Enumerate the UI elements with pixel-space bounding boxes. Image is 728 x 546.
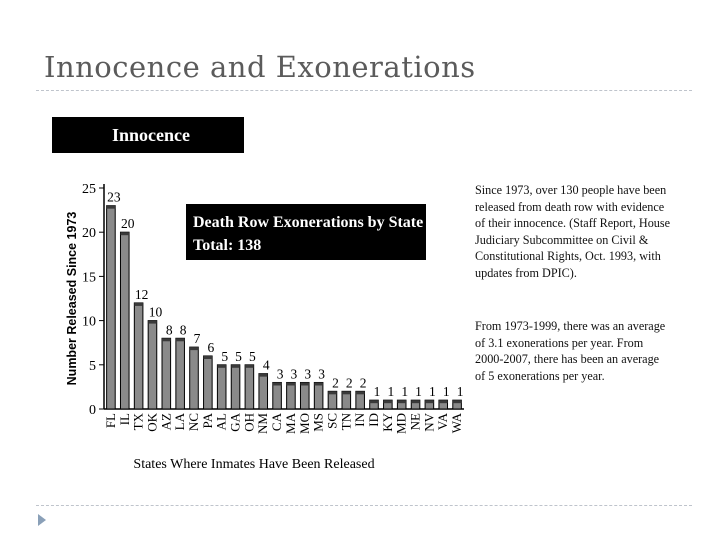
x-tick-label: AL [213, 413, 229, 431]
bullet-arrow-icon [38, 514, 46, 526]
x-tick-label: PA [199, 413, 215, 429]
bar-TX [134, 303, 143, 409]
bar-value-label: 2 [345, 375, 353, 391]
bar-value-label: 7 [193, 331, 201, 347]
y-tick-label: 0 [89, 403, 96, 418]
bar-OH [245, 365, 254, 409]
footer-divider [36, 505, 692, 506]
bar-top [342, 391, 351, 394]
bar-MA [287, 382, 296, 409]
bar-CA [273, 382, 282, 409]
bar-OK [148, 321, 157, 409]
bar-top [425, 400, 434, 403]
x-tick-label: OK [144, 413, 160, 432]
bar-value-label: 5 [221, 348, 229, 364]
x-tick-label: GA [227, 413, 243, 432]
bar-top [107, 206, 116, 209]
y-tick-label: 20 [82, 226, 96, 242]
x-tick-label: ID [366, 413, 381, 427]
bar-top [245, 365, 254, 368]
bar-GA [231, 365, 240, 409]
bar-NM [259, 374, 268, 409]
bar-AL [217, 365, 226, 409]
bar-MO [300, 382, 309, 409]
bar-top [148, 321, 157, 324]
x-tick-label: LA [172, 413, 188, 431]
x-tick-label: NM [255, 413, 271, 434]
x-tick-label: CA [269, 413, 285, 432]
bar-value-label: 4 [262, 357, 270, 373]
x-tick-label: AZ [158, 413, 174, 431]
bar-value-label: 6 [207, 339, 215, 355]
bar-top [231, 365, 240, 368]
bar-value-label: 1 [387, 384, 395, 400]
x-tick-label: TN [338, 413, 354, 431]
bar-value-label: 1 [401, 384, 409, 400]
bar-value-label: 1 [429, 384, 436, 400]
bar-value-label: 3 [276, 366, 284, 382]
bar-top [176, 338, 185, 341]
note-paragraph-1: Since 1973, over 130 people have been released from death row with evidence of their innocence. (Staff Report, House Judiciary Subcommittee on Civil & Constitutional Rights, Oct. 1993, with updates from DPIC). [475, 183, 671, 280]
y-tick-label: 10 [82, 314, 96, 330]
innocence-banner: Innocence [52, 117, 244, 153]
bar-top [356, 391, 365, 394]
y-tick-label: 5 [89, 358, 96, 374]
y-tick-label: 15 [82, 270, 96, 286]
bar-value-label: 5 [235, 348, 242, 364]
bar-IL [120, 232, 129, 409]
bar-value-label: 10 [148, 304, 163, 320]
x-tick-label: NC [186, 413, 201, 432]
y-axis-title: Number Released Since 1973 [65, 211, 79, 386]
bar-value-label: 2 [332, 375, 339, 391]
bar-top [273, 382, 282, 385]
x-tick-label: IN [352, 413, 368, 427]
bar-top [217, 365, 226, 368]
bar-top [204, 356, 213, 359]
y-tick-label: 25 [82, 182, 96, 197]
bar-value-label: 1 [456, 384, 464, 400]
x-tick-label: OH [241, 413, 257, 432]
bar-top [134, 303, 143, 306]
bar-value-label: 1 [373, 384, 381, 400]
chart-title: Death Row Exonerations by State [193, 214, 424, 231]
exonerations-bar-chart [60, 170, 470, 476]
bar-PA [204, 356, 213, 409]
bar-AZ [162, 338, 171, 409]
x-tick-label: WA [449, 413, 465, 434]
chart-subtitle: Total: 138 [193, 237, 262, 254]
x-tick-label: NV [421, 413, 437, 432]
bar-value-label: 1 [442, 384, 450, 400]
x-tick-label: NE [407, 413, 423, 431]
bar-top [384, 400, 393, 403]
bar-LA [176, 338, 185, 409]
bar-value-label: 5 [249, 348, 256, 364]
bar-top [439, 400, 448, 403]
bar-NC [190, 347, 199, 409]
x-tick-label: VA [435, 413, 451, 431]
note-paragraph-2: From 1973-1999, there was an average of 3.1 exonerations per year. From 2000-2007, there has been an average of 5 exonerations per year. [475, 319, 666, 383]
bar-value-label: 3 [290, 366, 298, 382]
x-tick-label: MO [296, 413, 312, 434]
bar-top [259, 374, 268, 377]
x-tick-label: SC [324, 413, 340, 429]
x-tick-label: KY [379, 413, 395, 432]
bar-top [300, 382, 309, 385]
bar-value-label: 1 [415, 384, 422, 400]
bar-top [453, 400, 462, 403]
bar-top [314, 382, 323, 385]
bar-top [287, 382, 296, 385]
bar-top [120, 232, 129, 235]
bar-top [370, 400, 379, 403]
x-tick-label: MD [393, 413, 409, 434]
bar-value-label: 3 [318, 366, 325, 382]
bar-value-label: 8 [165, 322, 173, 338]
bar-top [162, 338, 171, 341]
bar-top [411, 400, 420, 403]
bar-value-label: 8 [179, 322, 187, 338]
bar-top [328, 391, 337, 394]
x-axis-title: States Where Inmates Have Been Released [133, 457, 375, 472]
title-divider [36, 90, 692, 91]
bar-value-label: 12 [134, 286, 149, 302]
bar-FL [107, 206, 116, 409]
x-tick-label: MS [310, 413, 326, 432]
slide-title: Innocence and Exonerations [44, 50, 476, 84]
x-tick-label: MA [282, 413, 298, 434]
x-tick-label: TX [130, 413, 146, 431]
bar-top [397, 400, 406, 403]
bar-value-label: 23 [107, 189, 121, 205]
bar-MS [314, 382, 323, 409]
bar-value-label: 20 [121, 216, 135, 232]
x-tick-label: IL [116, 413, 132, 426]
x-tick-label: FL [102, 413, 118, 429]
bar-value-label: 2 [359, 375, 367, 391]
bar-value-label: 3 [304, 366, 312, 382]
bar-top [190, 347, 199, 350]
